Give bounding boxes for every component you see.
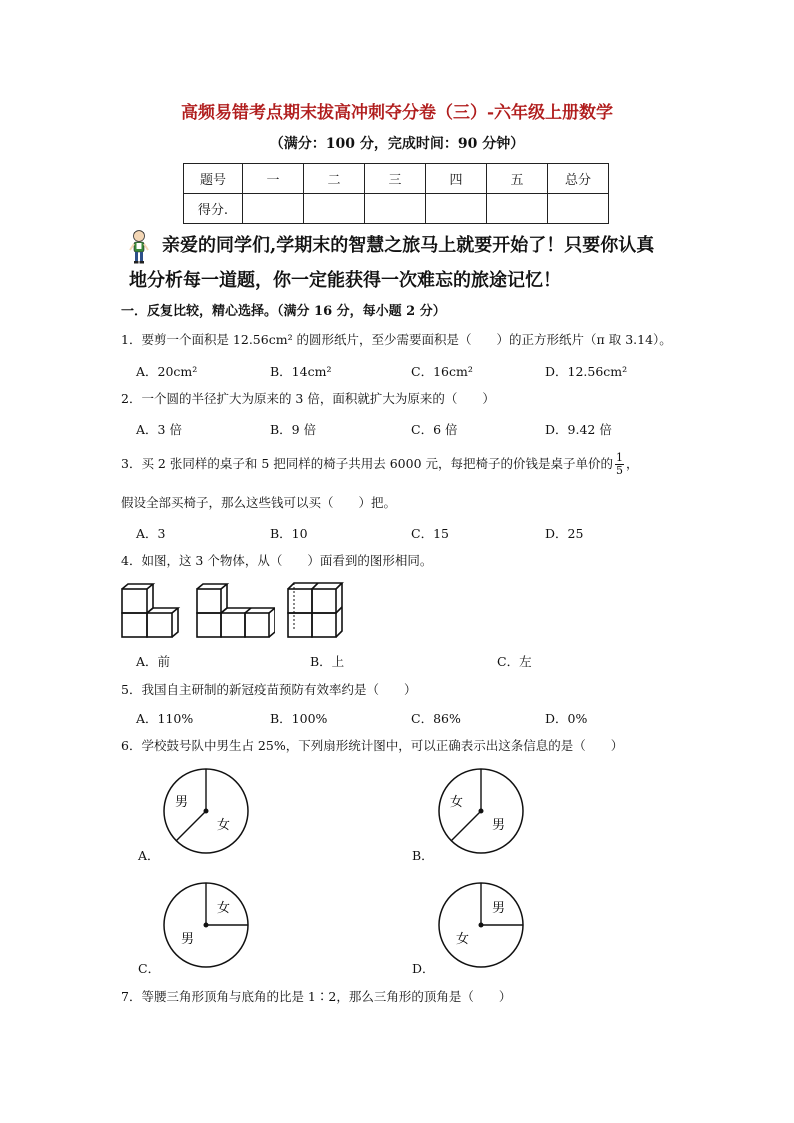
q6-option-c[interactable]: C．	[138, 961, 161, 976]
question-3-text-b: 假设全部买椅子，那么这些钱可以买（ ）把。	[121, 495, 397, 510]
cube-figure-1	[120, 583, 182, 640]
pie-label-large: 男	[181, 932, 195, 947]
pie-label-large: 女	[456, 932, 470, 947]
q6-option-b[interactable]: B．	[412, 848, 434, 863]
score-table-score-row	[184, 194, 609, 224]
pie-chart-c	[161, 880, 251, 970]
pie-center	[204, 809, 209, 814]
q5-option-a[interactable]: A．110%	[136, 711, 194, 726]
question-5-text: 5．我国自主研制的新冠疫苗预防有效率约是（ ）	[121, 682, 417, 697]
pie-label-large: 女	[217, 818, 231, 833]
fraction-numerator: 1	[616, 451, 624, 464]
intro-line-2: 地分析每一道题，你一定能获得一次难忘的旅途记忆！	[129, 270, 561, 291]
q4-option-c[interactable]: C．左	[497, 654, 532, 669]
pie-center	[479, 809, 484, 814]
q3-text-part-a: 3．买 2 张同样的桌子和 5 把同样的椅子共用去 6000 元，每把椅子的价钱是桌子单价的	[121, 456, 614, 471]
q1-option-c[interactable]: C．16cm²	[411, 364, 473, 379]
pie-chart-a	[161, 766, 251, 856]
page-title: 高频易错考点期末拔高冲刺夺分卷（三）-六年级上册数学	[180, 103, 614, 123]
question-6-text: 6．学校鼓号队中男生占 25%，下列扇形统计图中，可以正确表示出这条信息的是（ ）	[121, 738, 624, 753]
score-input-cell[interactable]	[365, 194, 426, 224]
q3-option-d[interactable]: D．25	[545, 526, 584, 541]
pie-label-small: 女	[217, 901, 231, 916]
score-input-cell[interactable]	[426, 194, 487, 224]
q1-option-b[interactable]: B．14cm²	[270, 364, 332, 379]
q4-option-a[interactable]: A．前	[136, 654, 171, 669]
q3-text-part-a-end: ，	[626, 456, 639, 471]
q3-fraction	[615, 452, 624, 477]
pie-center	[479, 923, 484, 928]
cube-figure-2	[195, 583, 275, 640]
pie-label-small: 女	[450, 795, 464, 810]
score-input-cell[interactable]	[243, 194, 304, 224]
q1-option-d[interactable]: D．12.56cm²	[545, 364, 628, 379]
cube-figure-3	[286, 580, 344, 640]
score-header-cell: 一	[243, 164, 304, 194]
score-header-cell: 二	[304, 164, 365, 194]
student-mascot-icon	[128, 229, 150, 265]
question-7-text: 7．等腰三角形顶角与底角的比是 1∶2，那么三角形的顶角是（ ）	[121, 989, 512, 1004]
pie-chart-b	[436, 766, 526, 856]
question-4-text: 4．如图，这 3 个物体，从（ ）面看到的图形相同。	[121, 553, 433, 568]
q5-option-b[interactable]: B．100%	[270, 711, 328, 726]
section-heading-1: 一．反复比较，精心选择。（满分 16 分，每小题 2 分）	[121, 304, 446, 319]
pie-chart-d	[436, 880, 526, 970]
score-header-cell: 总分	[548, 164, 609, 194]
exam-info: （满分：100 分，完成时间：90 分钟）	[269, 136, 525, 152]
q5-option-c[interactable]: C．86%	[411, 711, 461, 726]
score-table-header-row	[184, 164, 609, 194]
score-header-cell: 五	[487, 164, 548, 194]
pie-label-large: 男	[492, 818, 506, 833]
q2-option-d[interactable]: D．9.42 倍	[545, 422, 612, 437]
q3-option-b[interactable]: B．10	[270, 526, 308, 541]
score-header-cell: 三	[365, 164, 426, 194]
q2-option-a[interactable]: A．3 倍	[136, 422, 182, 437]
score-header-cell: 题号	[184, 164, 243, 194]
q4-option-b[interactable]: B．上	[310, 654, 345, 669]
fraction-denominator: 5	[616, 464, 624, 477]
question-3-text	[121, 452, 639, 477]
q6-option-d[interactable]: D．	[412, 961, 435, 976]
question-1-text: 1．要剪一个面积是 12.56cm² 的圆形纸片，至少需要面积是（ ）的正方形纸片（π 取 3.14）。	[121, 332, 672, 347]
pie-label-small: 男	[492, 901, 506, 916]
q1-option-a[interactable]: A．20cm²	[136, 364, 198, 379]
pie-label-small: 男	[175, 795, 189, 810]
intro-line-1: 亲爱的同学们,学期末的智慧之旅马上就要开始了！只要你认真	[162, 235, 655, 256]
question-2-text: 2．一个圆的半径扩大为原来的 3 倍，面积就扩大为原来的（ ）	[121, 391, 495, 406]
q3-option-a[interactable]: A．3	[136, 526, 166, 541]
pie-center	[204, 923, 209, 928]
score-header-cell: 四	[426, 164, 487, 194]
q5-option-d[interactable]: D．0%	[545, 711, 588, 726]
q2-option-c[interactable]: C．6 倍	[411, 422, 458, 437]
q3-option-c[interactable]: C．15	[411, 526, 449, 541]
score-input-cell[interactable]	[548, 194, 609, 224]
q6-option-a[interactable]: A．	[138, 848, 160, 863]
score-row-label: 得分.	[184, 194, 243, 224]
score-input-cell[interactable]	[304, 194, 365, 224]
score-input-cell[interactable]	[487, 194, 548, 224]
score-table	[183, 163, 609, 224]
q2-option-b[interactable]: B．9 倍	[270, 422, 317, 437]
